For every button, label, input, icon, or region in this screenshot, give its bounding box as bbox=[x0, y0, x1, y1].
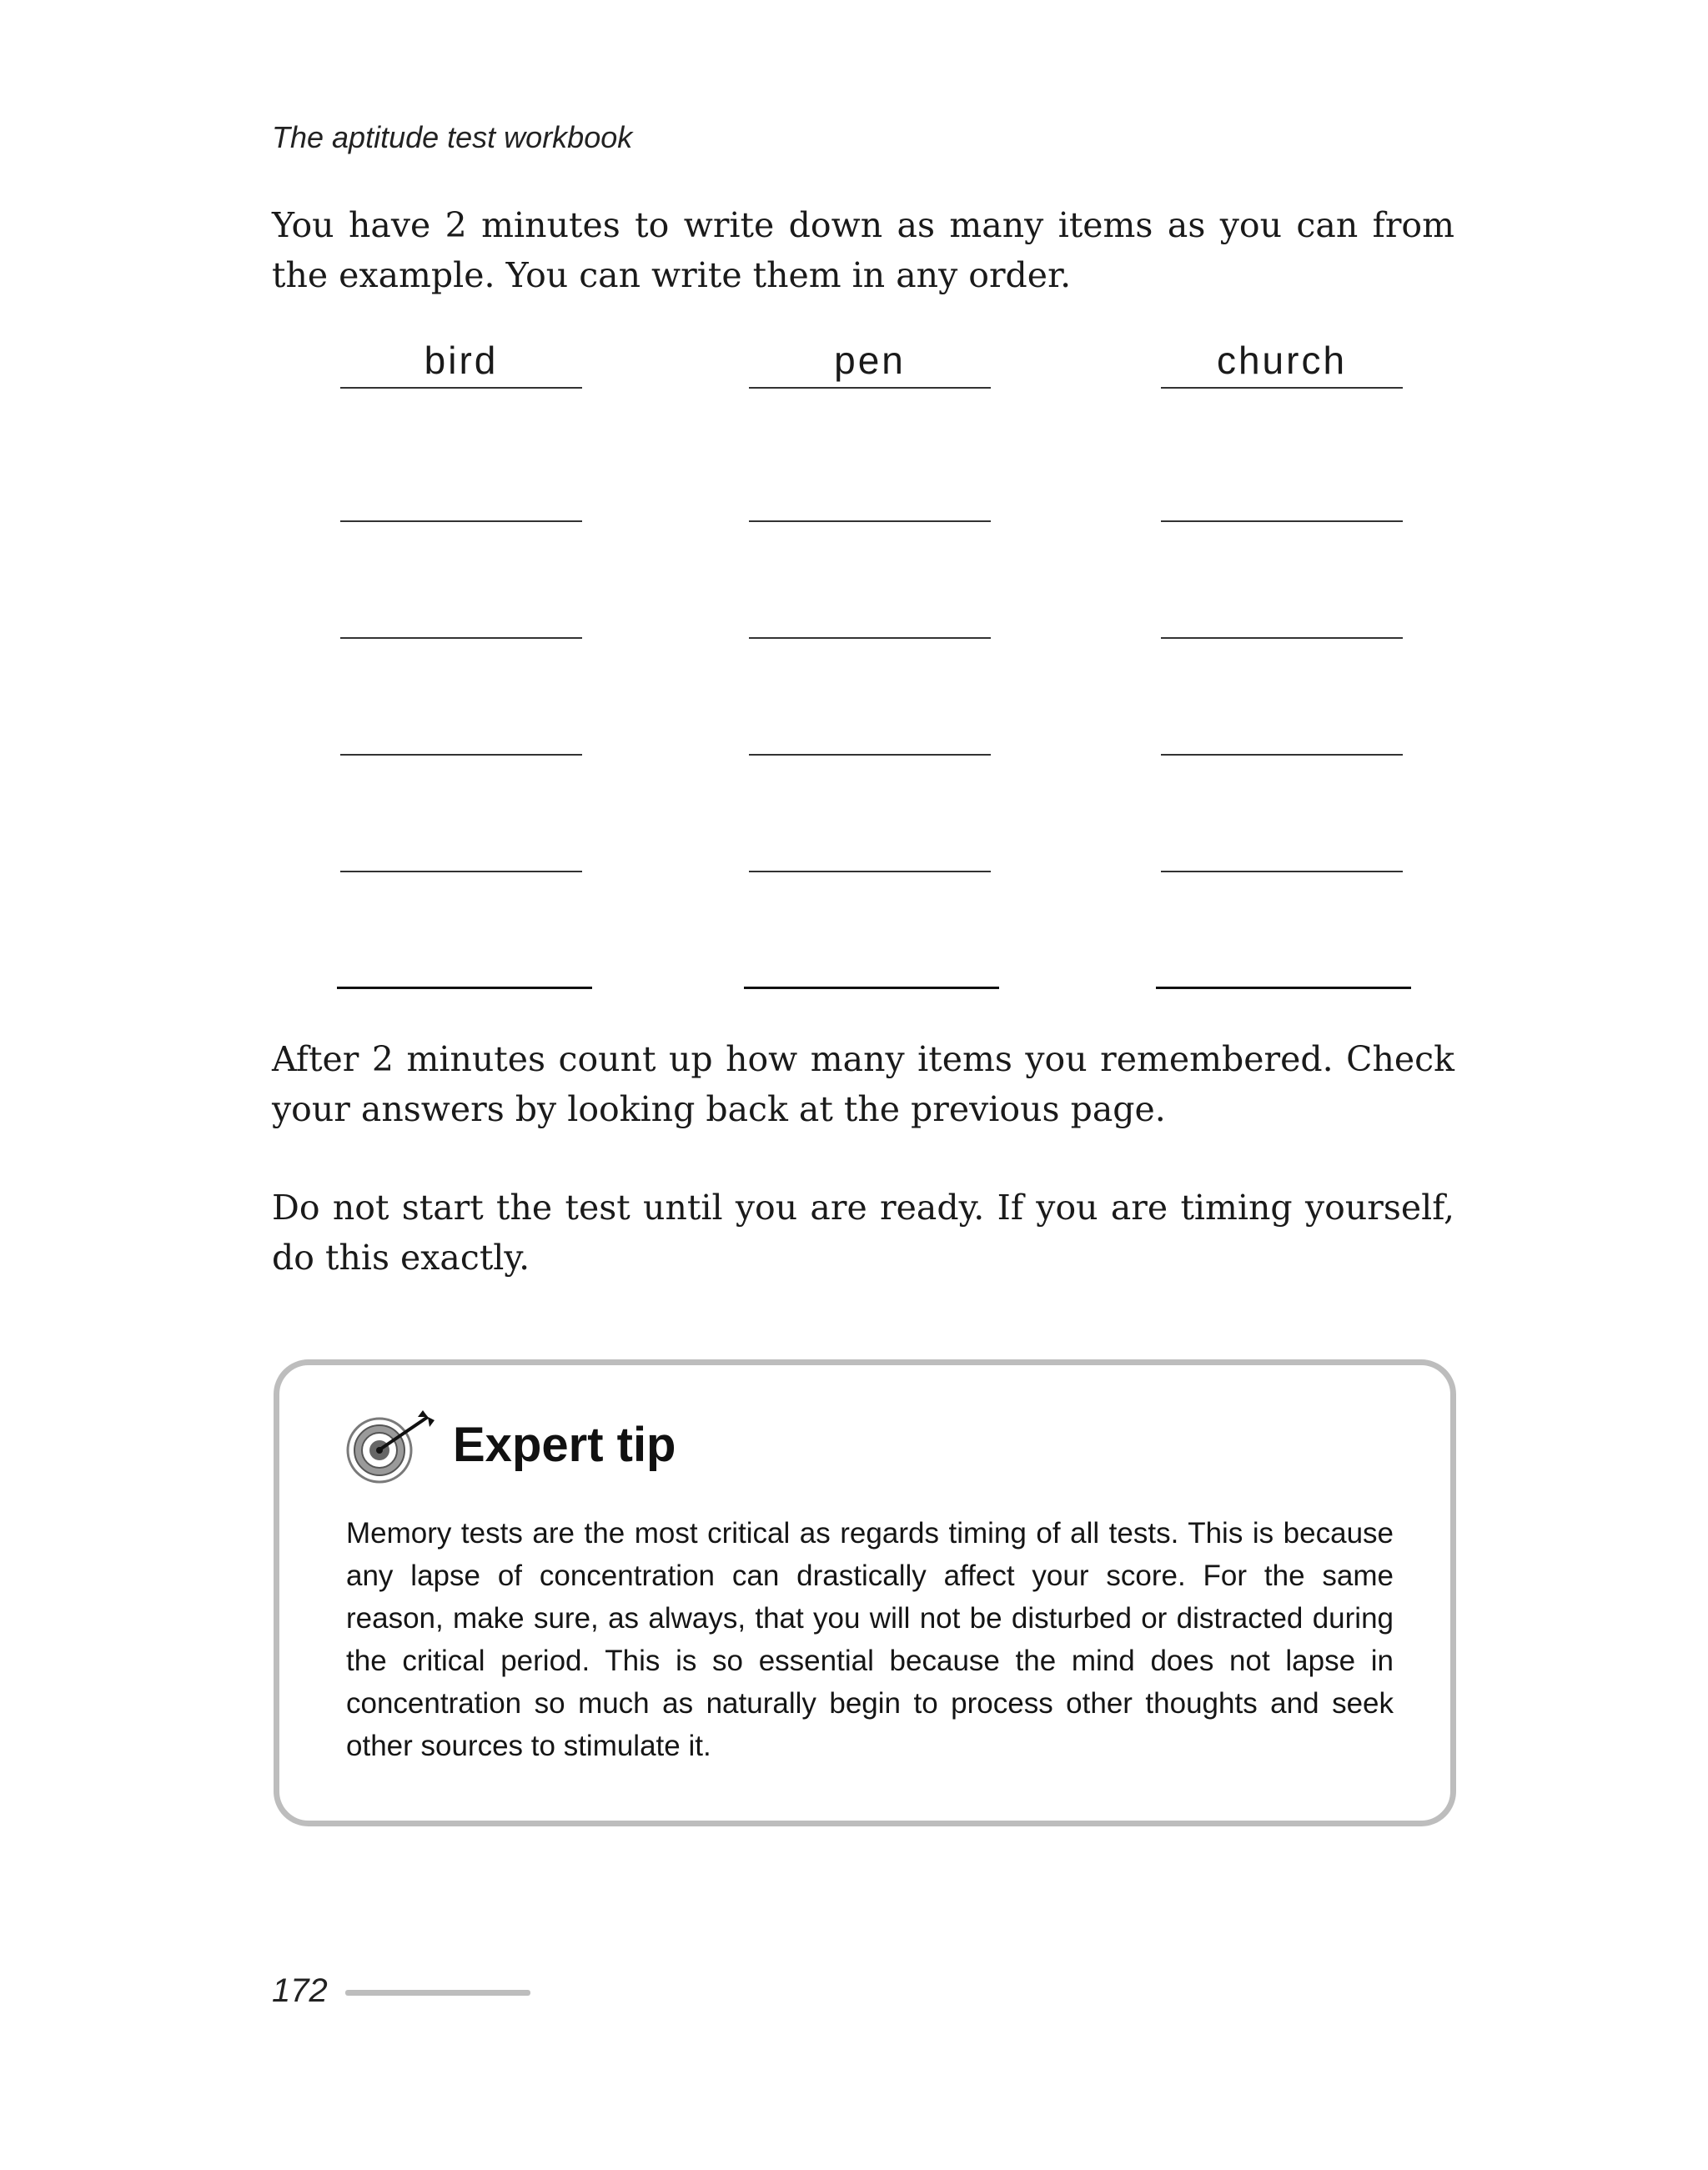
answer-slot-example-1[interactable]: bird bbox=[340, 339, 582, 389]
answer-slot-blank[interactable] bbox=[1161, 822, 1403, 872]
answer-grid bbox=[0, 0, 1708, 1034]
answer-slot-blank[interactable] bbox=[1161, 706, 1403, 756]
expert-tip-box bbox=[274, 1359, 1456, 1826]
answer-slot-blank[interactable] bbox=[744, 939, 999, 989]
answer-slot-example-2[interactable]: pen bbox=[749, 339, 991, 389]
answer-slot-blank[interactable] bbox=[749, 706, 991, 756]
expert-tip-body: Memory tests are the most critical as regards timing of all tests. This is because any lapse of concentration can drastically affect your score. For the same reason, make sure, as always, that you will not be disturbed or distracted during the critical period. This is so essential because the mind does not lapse in concentration so much as naturally begin to process other thoughts and seek other sources to stimulate it. bbox=[346, 1517, 1394, 1762]
expert-tip-title: Expert tip bbox=[453, 1418, 676, 1472]
answer-slot-blank[interactable] bbox=[1156, 939, 1411, 989]
answer-slot-blank[interactable] bbox=[749, 472, 991, 522]
running-header: The aptitude test workbook bbox=[272, 120, 633, 154]
answer-slot-blank[interactable] bbox=[340, 472, 582, 522]
answer-slot-blank[interactable] bbox=[1161, 589, 1403, 639]
answer-slot-blank[interactable] bbox=[749, 822, 991, 872]
answer-slot-blank[interactable] bbox=[337, 939, 592, 989]
answer-slot-blank[interactable] bbox=[340, 822, 582, 872]
instructions-after: After 2 minutes count up how many items you remembered. Check your answers by looking back at the previous page. bbox=[272, 1039, 1454, 1129]
answer-slot-blank[interactable] bbox=[340, 589, 582, 639]
answer-slot-blank[interactable] bbox=[340, 706, 582, 756]
instructions-ready: Do not start the test until you are ready. If you are timing yourself, do this exactly. bbox=[272, 1188, 1454, 1278]
target-icon bbox=[346, 1409, 438, 1484]
answer-slot-example-3[interactable]: church bbox=[1161, 339, 1403, 389]
footer-rule bbox=[345, 1990, 530, 1996]
answer-slot-blank[interactable] bbox=[1161, 472, 1403, 522]
page-number: 172 bbox=[272, 1972, 328, 2009]
instructions-intro: You have 2 minutes to write down as many items as you can from the example. You can write them in any order. bbox=[272, 205, 1454, 295]
answer-slot-blank[interactable] bbox=[749, 589, 991, 639]
